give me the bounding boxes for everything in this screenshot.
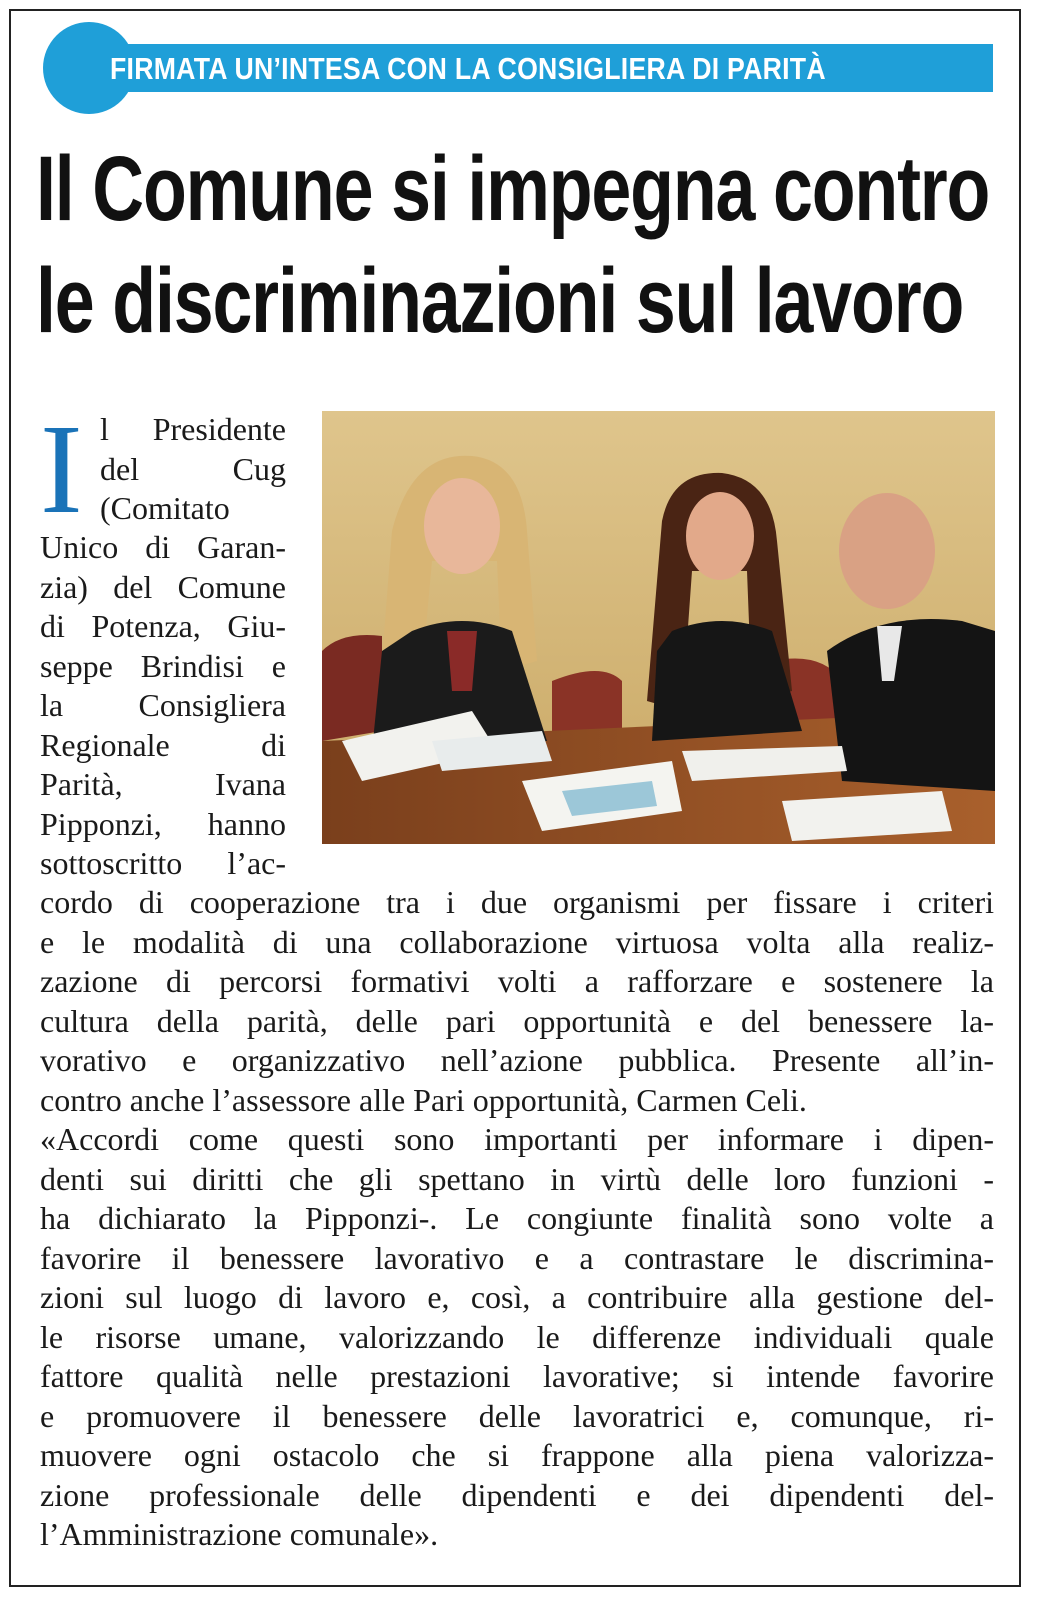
text-line: (Comitato bbox=[100, 490, 230, 526]
text-line: l’Amministrazione comunale». bbox=[40, 1516, 439, 1552]
text-line: la Consigliera bbox=[40, 687, 286, 723]
text-line: zia) del Comune bbox=[40, 568, 286, 605]
text-line: «Accordi come questi sono importanti per informare i dipen- bbox=[40, 1121, 994, 1157]
text-line: denti sui diritti che gli spettano in virtù delle loro funzioni - bbox=[40, 1160, 994, 1197]
text-line: le risorse umane, valorizzando le differenze individuali quale bbox=[40, 1318, 994, 1355]
article-body bbox=[40, 883, 994, 1555]
dropcap-text-block bbox=[100, 410, 286, 529]
text-line: Regionale di bbox=[40, 726, 286, 763]
text-line: sottoscritto l’ac- bbox=[40, 845, 286, 881]
text-line: Parità, Ivana bbox=[40, 766, 286, 802]
text-line: zioni sul luogo di lavoro e, così, a contribuire alla gestione del- bbox=[40, 1279, 994, 1315]
text-line: contro anche l’assessore alle Pari opportunità, Carmen Celi. bbox=[40, 1081, 807, 1118]
text-line: zazione di percorsi formativi volti a rafforzare e sostenere la bbox=[40, 963, 994, 999]
headline-line-1: Il Comune si impegna contro bbox=[36, 138, 990, 240]
text-line: di Potenza, Giu- bbox=[40, 608, 286, 644]
text-line: muovere ogni ostacolo che si frappone alla piena valorizza- bbox=[40, 1437, 994, 1473]
text-line: Unico di Garan- bbox=[40, 529, 286, 565]
text-line: cultura della parità, delle pari opportunità e del benessere la- bbox=[40, 1002, 994, 1039]
text-line: seppe Brindisi e bbox=[40, 647, 286, 684]
kicker-text: FIRMATA UN’INTESA CON LA CONSIGLIERA DI PARITÀ bbox=[110, 51, 826, 86]
text-line: fattore qualità nelle prestazioni lavorative; si intende favorire bbox=[40, 1358, 994, 1394]
text-line: l Presidente bbox=[100, 411, 286, 447]
text-line: e le modalità di una collaborazione virtuosa volta alla realiz- bbox=[40, 923, 994, 960]
text-line: favorire il benessere lavorativo e a contrastare le discrimina- bbox=[40, 1239, 994, 1276]
text-line: vorativo e organizzativo nell’azione pubblica. Presente all’in- bbox=[40, 1042, 994, 1078]
text-line: del Cug bbox=[100, 450, 286, 487]
article-photo bbox=[322, 411, 995, 844]
text-line: zione professionale delle dipendenti e dei dipendenti del- bbox=[40, 1476, 994, 1513]
text-line: cordo di cooperazione tra i due organismi per fissare i criteri bbox=[40, 884, 994, 920]
narrow-column-text bbox=[40, 528, 286, 884]
text-line: Pipponzi, hanno bbox=[40, 805, 286, 842]
dropcap-initial: I bbox=[40, 398, 83, 540]
headline-line-2: le discriminazioni sul lavoro bbox=[36, 250, 964, 352]
text-line: ha dichiarato la Pipponzi-. Le congiunte finalità sono volte a bbox=[40, 1200, 994, 1236]
text-line: e promuovere il benessere delle lavoratrici e, comunque, ri- bbox=[40, 1397, 994, 1434]
